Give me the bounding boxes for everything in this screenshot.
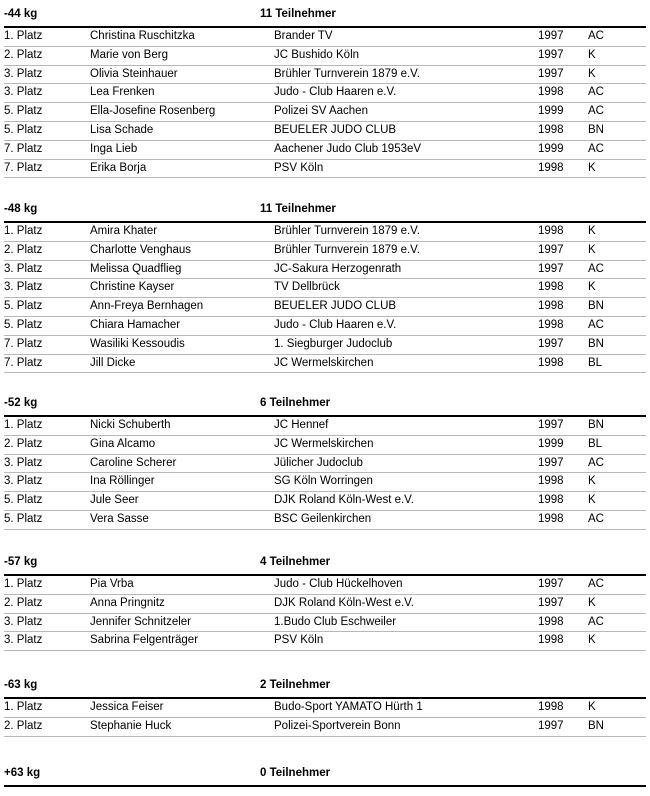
placement: 5. Platz: [4, 494, 43, 507]
placement: 7. Platz: [4, 161, 43, 174]
section-header: [4, 556, 646, 570]
placement: 7. Platz: [4, 356, 43, 369]
birth-year: 1998: [538, 356, 564, 369]
weight-class-label: -48 kg: [4, 203, 38, 215]
club-name: BEUELER JUDO CLUB: [274, 300, 397, 313]
club-name: Aachener Judo Club 1953eV: [274, 142, 422, 155]
table-row: [4, 160, 646, 179]
region-code: K: [588, 475, 596, 488]
birth-year: 1998: [538, 634, 564, 647]
results-table: [4, 223, 646, 373]
club-name: JC Hennef: [274, 419, 329, 431]
region-code: K: [588, 243, 596, 256]
header-rule: [4, 785, 646, 787]
athlete-name: Gina Alcamo: [90, 437, 156, 450]
placement: 2. Platz: [4, 243, 43, 256]
table-row: [4, 103, 646, 122]
club-name: Judo - Club Haaren e.V.: [274, 318, 397, 331]
placement: 3. Platz: [4, 456, 43, 469]
birth-year: 1997: [538, 719, 564, 732]
placement: 2. Platz: [4, 437, 43, 450]
club-name: DJK Roland Köln-West e.V.: [274, 494, 414, 507]
club-name: Brühler Turnverein 1879 e.V.: [274, 243, 420, 256]
weight-class-section: [4, 397, 646, 530]
region-code: K: [588, 701, 596, 713]
athlete-name: Jule Seer: [90, 494, 139, 507]
birth-year: 1998: [538, 161, 564, 174]
table-row: [4, 492, 646, 511]
table-row: [4, 699, 646, 718]
table-row: [4, 66, 646, 85]
region-code: K: [588, 225, 596, 237]
placement: 1. Platz: [4, 30, 43, 42]
athlete-name: Christina Ruschitzka: [90, 30, 195, 42]
club-name: 1. Siegburger Judoclub: [274, 337, 393, 350]
region-code: AC: [588, 105, 604, 118]
region-code: AC: [588, 578, 604, 590]
birth-year: 1998: [538, 475, 564, 488]
placement: 5. Platz: [4, 318, 43, 331]
table-row: [4, 47, 646, 66]
results-table: [4, 576, 646, 651]
athlete-name: Melissa Quadflieg: [90, 262, 182, 275]
participant-count: 2 Teilnehmer: [260, 679, 331, 691]
placement: 3. Platz: [4, 475, 43, 488]
weight-class-label: +63 kg: [4, 767, 41, 779]
placement: 5. Platz: [4, 512, 43, 525]
club-name: JC Wermelskirchen: [274, 437, 374, 450]
region-code: K: [588, 161, 596, 174]
athlete-name: Ella-Josefine Rosenberg: [90, 105, 216, 118]
weight-class-section: [4, 679, 646, 737]
region-code: AC: [588, 615, 604, 628]
weight-class-section: [4, 556, 646, 651]
athlete-name: Ina Röllinger: [90, 475, 155, 488]
weight-class-label: -44 kg: [4, 8, 38, 20]
birth-year: 1999: [538, 437, 564, 450]
table-row: [4, 261, 646, 280]
table-row: [4, 122, 646, 141]
athlete-name: Marie von Berg: [90, 48, 168, 61]
placement: 3. Platz: [4, 615, 43, 628]
placement: 3. Platz: [4, 86, 43, 99]
placement: 5. Platz: [4, 123, 43, 136]
athlete-name: Amira Khater: [90, 225, 158, 237]
athlete-name: Inga Lieb: [90, 142, 138, 155]
birth-year: 1998: [538, 123, 564, 136]
results-table: [4, 699, 646, 737]
section-header: [4, 8, 646, 22]
athlete-name: Wasiliki Kessoudis: [90, 337, 185, 350]
weight-class-label: -57 kg: [4, 556, 38, 568]
club-name: Brühler Turnverein 1879 e.V.: [274, 225, 420, 237]
table-row: [4, 417, 646, 436]
table-row: [4, 614, 646, 633]
athlete-name: Chiara Hamacher: [90, 318, 181, 331]
placement: 3. Platz: [4, 262, 43, 275]
birth-year: 1997: [538, 578, 564, 590]
table-row: [4, 595, 646, 614]
birth-year: 1999: [538, 105, 564, 118]
results-table: [4, 28, 646, 178]
placement: 2. Platz: [4, 48, 43, 61]
region-code: K: [588, 634, 596, 647]
table-row: [4, 279, 646, 298]
club-name: Polizei SV Aachen: [274, 105, 368, 118]
club-name: PSV Köln: [274, 161, 324, 174]
weight-class-section: [4, 8, 646, 178]
table-row: [4, 317, 646, 336]
birth-year: 1997: [538, 337, 564, 350]
birth-year: 1997: [538, 30, 564, 42]
table-row: [4, 718, 646, 737]
weight-class-label: -52 kg: [4, 397, 38, 409]
region-code: K: [588, 494, 596, 507]
weight-class-section: [4, 767, 646, 787]
club-name: Brander TV: [274, 30, 333, 42]
birth-year: 1997: [538, 419, 564, 431]
placement: 2. Platz: [4, 719, 43, 732]
birth-year: 1998: [538, 86, 564, 99]
placement: 3. Platz: [4, 67, 43, 80]
club-name: BSC Geilenkirchen: [274, 512, 372, 525]
weight-class-section: [4, 203, 646, 373]
club-name: JC Wermelskirchen: [274, 356, 374, 369]
athlete-name: Christine Kayser: [90, 281, 175, 294]
table-row: [4, 436, 646, 455]
region-code: AC: [588, 318, 604, 331]
table-row: [4, 336, 646, 355]
athlete-name: Erika Borja: [90, 161, 147, 174]
birth-year: 1998: [538, 225, 564, 237]
club-name: SG Köln Worringen: [274, 475, 373, 488]
placement: 3. Platz: [4, 634, 43, 647]
region-code: AC: [588, 512, 604, 525]
region-code: AC: [588, 262, 604, 275]
region-code: K: [588, 281, 596, 294]
region-code: AC: [588, 142, 604, 155]
athlete-name: Nicki Schuberth: [90, 419, 171, 431]
region-code: K: [588, 596, 596, 609]
athlete-name: Vera Sasse: [90, 512, 149, 525]
athlete-name: Jill Dicke: [90, 356, 136, 369]
region-code: BN: [588, 123, 604, 136]
region-code: BN: [588, 719, 604, 732]
birth-year: 1998: [538, 300, 564, 313]
table-row: [4, 511, 646, 530]
placement: 1. Platz: [4, 578, 43, 590]
placement: 1. Platz: [4, 419, 43, 431]
results-table: [4, 417, 646, 530]
region-code: AC: [588, 86, 604, 99]
participant-count: 6 Teilnehmer: [260, 397, 331, 409]
table-row: [4, 223, 646, 242]
table-row: [4, 242, 646, 261]
birth-year: 1999: [538, 142, 564, 155]
placement: 1. Platz: [4, 701, 43, 713]
participant-count: 0 Teilnehmer: [260, 767, 331, 779]
birth-year: 1997: [538, 596, 564, 609]
table-row: [4, 632, 646, 651]
athlete-name: Jessica Feiser: [90, 701, 164, 713]
region-code: AC: [588, 30, 604, 42]
athlete-name: Stephanie Huck: [90, 719, 172, 732]
region-code: BN: [588, 337, 604, 350]
club-name: PSV Köln: [274, 634, 324, 647]
birth-year: 1998: [538, 281, 564, 294]
region-code: BN: [588, 419, 604, 431]
athlete-name: Lisa Schade: [90, 123, 154, 136]
weight-class-label: -63 kg: [4, 679, 38, 691]
birth-year: 1998: [538, 512, 564, 525]
athlete-name: Charlotte Venghaus: [90, 243, 192, 256]
participant-count: 4 Teilnehmer: [260, 556, 331, 568]
section-header: [4, 767, 646, 781]
placement: 3. Platz: [4, 281, 43, 294]
athlete-name: Jennifer Schnitzeler: [90, 615, 191, 628]
participant-count: 11 Teilnehmer: [260, 8, 336, 20]
club-name: Budo-Sport YAMATO Hürth 1: [274, 701, 423, 713]
section-header: [4, 397, 646, 411]
club-name: TV Dellbrück: [274, 281, 340, 294]
region-code: BN: [588, 300, 604, 313]
table-row: [4, 576, 646, 595]
table-row: [4, 84, 646, 103]
table-row: [4, 298, 646, 317]
birth-year: 1997: [538, 262, 564, 275]
athlete-name: Pia Vrba: [90, 578, 134, 590]
placement: 1. Platz: [4, 225, 43, 237]
table-row: [4, 355, 646, 374]
birth-year: 1997: [538, 67, 564, 80]
club-name: Polizei-Sportverein Bonn: [274, 719, 401, 732]
placement: 5. Platz: [4, 300, 43, 313]
region-code: AC: [588, 456, 604, 469]
club-name: JC Bushido Köln: [274, 48, 360, 61]
table-row: [4, 455, 646, 474]
club-name: Jülicher Judoclub: [274, 456, 363, 469]
table-row: [4, 28, 646, 47]
athlete-name: Ann-Freya Bernhagen: [90, 300, 204, 313]
region-code: BL: [588, 356, 603, 369]
club-name: Judo - Club Hückelhoven: [274, 578, 403, 590]
birth-year: 1997: [538, 243, 564, 256]
birth-year: 1997: [538, 48, 564, 61]
region-code: K: [588, 48, 596, 61]
club-name: DJK Roland Köln-West e.V.: [274, 596, 414, 609]
athlete-name: Caroline Scherer: [90, 456, 177, 469]
region-code: K: [588, 67, 596, 80]
club-name: Judo - Club Haaren e.V.: [274, 86, 397, 99]
athlete-name: Sabrina Felgenträger: [90, 634, 199, 647]
placement: 5. Platz: [4, 105, 43, 118]
birth-year: 1998: [538, 701, 564, 713]
birth-year: 1998: [538, 615, 564, 628]
athlete-name: Lea Frenken: [90, 86, 155, 99]
club-name: BEUELER JUDO CLUB: [274, 123, 397, 136]
athlete-name: Olivia Steinhauer: [90, 67, 178, 80]
birth-year: 1998: [538, 318, 564, 331]
birth-year: 1997: [538, 456, 564, 469]
club-name: Brühler Turnverein 1879 e.V.: [274, 67, 420, 80]
participant-count: 11 Teilnehmer: [260, 203, 336, 215]
placement: 7. Platz: [4, 337, 43, 350]
birth-year: 1998: [538, 494, 564, 507]
club-name: 1.Budo Club Eschweiler: [274, 615, 397, 628]
athlete-name: Anna Pringnitz: [90, 596, 165, 609]
table-row: [4, 141, 646, 160]
table-row: [4, 473, 646, 492]
placement: 2. Platz: [4, 596, 43, 609]
region-code: BL: [588, 437, 603, 450]
section-header: [4, 203, 646, 217]
club-name: JC-Sakura Herzogenrath: [274, 262, 402, 275]
section-header: [4, 679, 646, 693]
placement: 7. Platz: [4, 142, 43, 155]
